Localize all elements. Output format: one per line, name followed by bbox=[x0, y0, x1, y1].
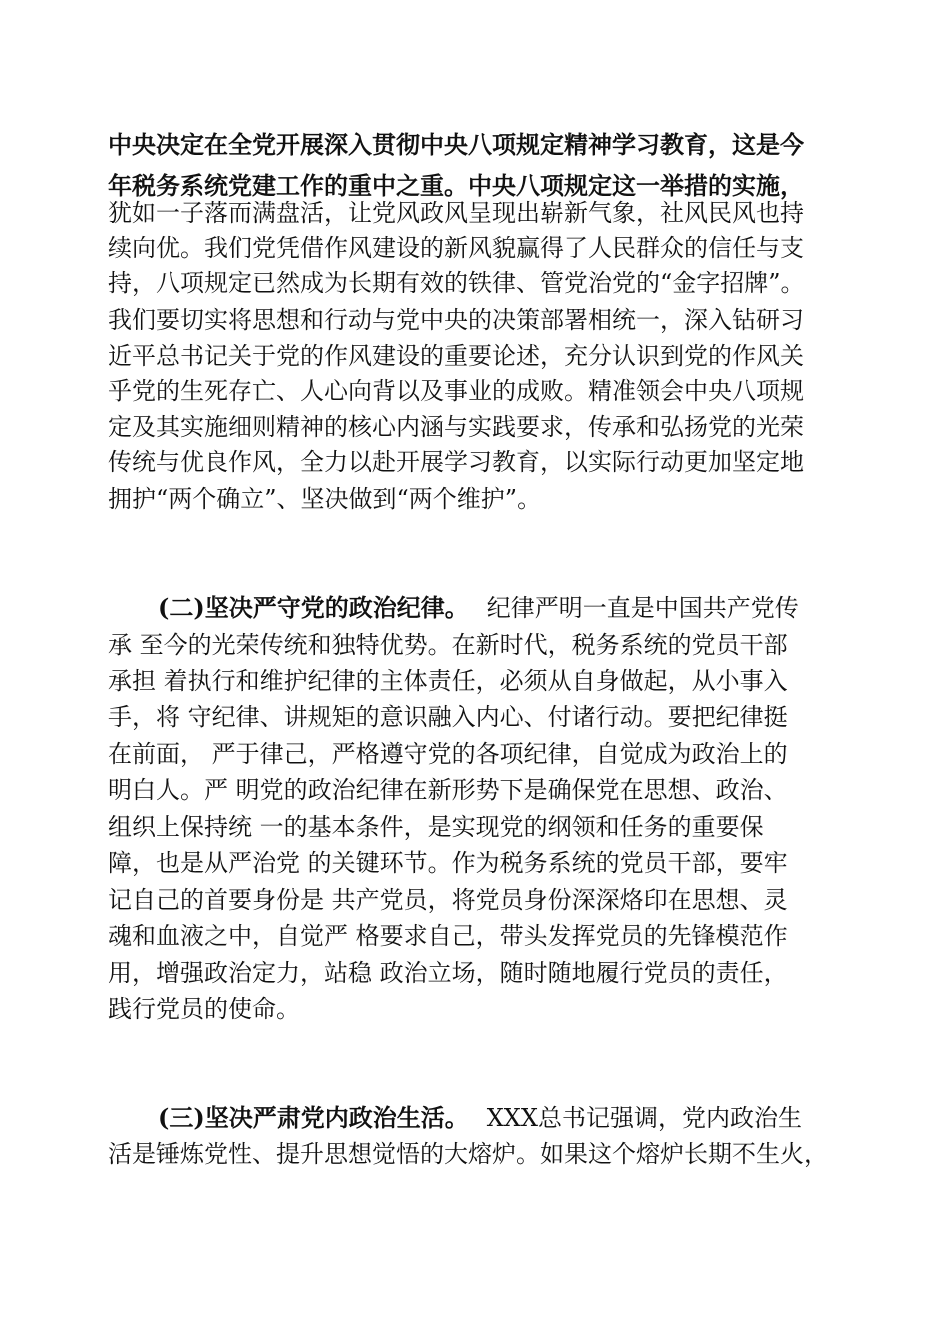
section3-first-line bbox=[158, 1103, 848, 1133]
intro-line-1: 犹如一子落而满盘活，让党风政风呈现出崭新气象，社风民风也持 bbox=[108, 199, 804, 227]
intro-line-8: 传统与优良作风，全力以赴开展学习教育，以实际行动更加坚定地 bbox=[108, 448, 804, 476]
section2-line-8: 记自己的首要身份是 共产党员，将党员身份深深烙印在思想、灵 bbox=[108, 886, 788, 914]
intro-line-4: 我们要切实将思想和行动与党中央的决策部署相统一，深入钻研习 bbox=[108, 306, 804, 334]
intro-line-9: 拥护“两个确立”、坚决做到“两个维护”。 bbox=[108, 485, 542, 513]
section2-line-3: 手，将 守纪律、讲规矩的意识融入内心、付诸行动。要把纪律挺 bbox=[108, 703, 788, 731]
section2-first-line bbox=[158, 593, 848, 623]
section2-line-6: 组织上保持统 一的基本条件，是实现党的纲领和任务的重要保 bbox=[108, 813, 764, 841]
section2-line-9: 魂和血液之中，自觉严 格要求自己，带头发挥党员的先锋模范作 bbox=[108, 922, 788, 950]
intro-line-3: 持，八项规定已然成为长期有效的铁律、管党治党的“金字招牌”。 bbox=[108, 269, 805, 297]
intro-bold-line-2: 年税务系统党建工作的重中之重。中央八项规定这一举措的实施， bbox=[108, 171, 804, 200]
section2-line-1: 承 至今的光荣传统和独特优势。在新时代，税务系统的党员干部 bbox=[108, 631, 788, 659]
section2-line-4: 在前面， 严于律己，严格遵守党的各项纪律，自觉成为政治上的 bbox=[108, 740, 788, 768]
intro-line-5: 近平总书记关于党的作风建设的重要论述，充分认识到党的作风关 bbox=[108, 342, 804, 370]
section3-first-line-text: XXX总书记强调，党内政治生 bbox=[486, 1104, 802, 1132]
intro-line-2: 续向优。我们党凭借作风建设的新风貌赢得了人民群众的信任与支 bbox=[108, 234, 804, 262]
section2-first-line-text: 纪律严明一直是中国共产党传 bbox=[486, 594, 799, 622]
section2-line-2: 承担 着执行和维护纪律的主体责任，必须从自身做起，从小事入 bbox=[108, 667, 788, 695]
section2-line-11: 践行党员的使命。 bbox=[108, 995, 300, 1023]
section2-line-7: 障，也是从严治党 的关键环节。作为税务系统的党员干部，要牢 bbox=[108, 849, 788, 877]
section3-line-1: 活是锤炼党性、提升思想觉悟的大熔炉。如果这个熔炉长期不生火， bbox=[108, 1140, 828, 1168]
section2-line-5: 明白人。严 明党的政治纪律在新形势下是确保党在思想、政治、 bbox=[108, 776, 788, 804]
intro-bold-line-1: 中央决定在全党开展深入贯彻中央八项规定精神学习教育，这是今 bbox=[108, 130, 804, 159]
intro-line-6: 乎党的生死存亡、人心向背以及事业的成败。精准领会中央八项规 bbox=[108, 377, 804, 405]
section3-heading: (三)坚决严肃党内政治生活。 bbox=[158, 1103, 469, 1132]
section2-heading: (二)坚决严守党的政治纪律。 bbox=[158, 593, 469, 622]
intro-line-7: 定及其实施细则精神的核心内涵与实践要求，传承和弘扬党的光荣 bbox=[108, 413, 804, 441]
section2-line-10: 用，增强政治定力，站稳 政治立场，随时随地履行党员的责任， bbox=[108, 959, 788, 987]
